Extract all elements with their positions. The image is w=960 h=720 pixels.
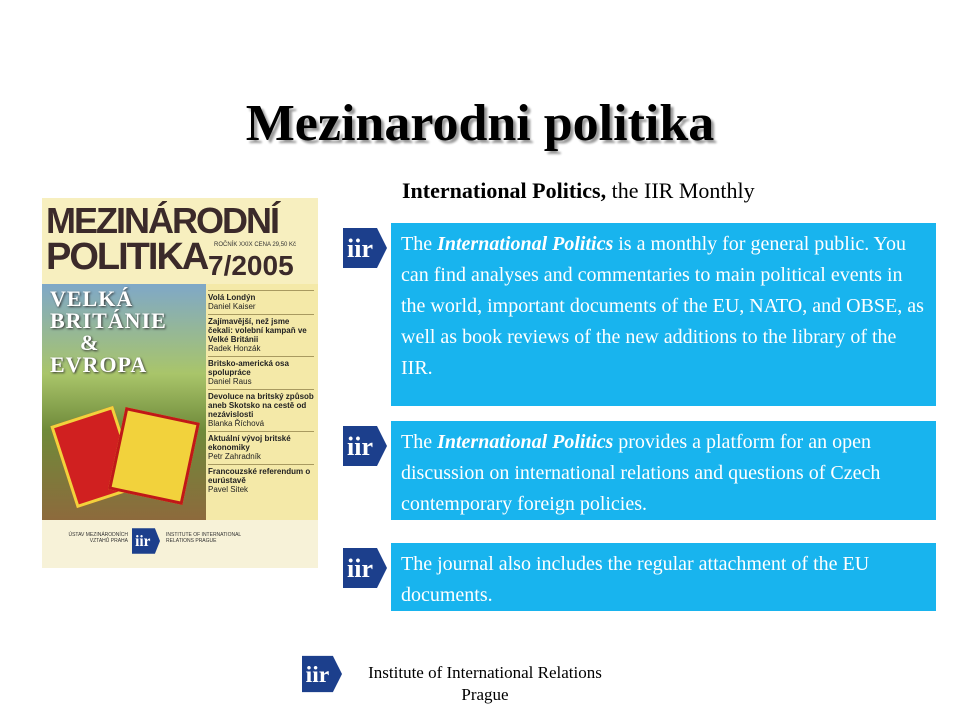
cover-headline-1: VELKÁ: [50, 286, 134, 311]
cover-table-of-contents: [208, 290, 314, 497]
svg-text:iir: iir: [347, 234, 373, 263]
cover-masthead-line2: POLITIKA: [46, 236, 208, 278]
info-box-platform: The International Politics provides a platform for an open discussion on international relations and questions of Czech contemporary foreign policies.: [391, 421, 936, 520]
svg-text:iir: iir: [347, 432, 373, 461]
subtitle-rest: the IIR Monthly: [606, 178, 755, 203]
cover-issue-number: 7/2005: [208, 250, 294, 281]
cover-footer: [42, 520, 318, 568]
toc-entry: Zajímavější, než jsme čekali: volební kampaň ve Velké Británii Radek Honzák: [208, 314, 314, 356]
cover-footer-left: ÚSTAV MEZINÁRODNÍCH VZTAHŮ PRAHA: [68, 532, 128, 544]
cover-masthead-line1: MEZINÁRODNÍ: [46, 200, 278, 241]
iir-logo-icon: [343, 228, 387, 268]
footer-line1: Institute of International Relations: [368, 663, 602, 682]
toc-entry: Volá Londýn Daniel Kaiser: [208, 290, 314, 314]
cover-headline-4: EVROPA: [50, 352, 148, 377]
svg-text:iir: iir: [347, 554, 373, 583]
iir-logo-icon: [343, 548, 387, 588]
slide-subtitle: [402, 178, 755, 204]
toc-entry: Aktuální vývoj britské ekonomiky Petr Zahradník: [208, 431, 314, 464]
cover-meta: ROČNÍK XXIX CENA 29,50 Kč: [214, 242, 297, 248]
subtitle-bold: International Politics,: [402, 178, 607, 203]
cover-photo: [42, 284, 206, 520]
cover-headline: [50, 288, 167, 376]
toc-entry: Francouzské referendum o eurústavě Pavel Sitek: [208, 464, 314, 497]
cover-footer-right: INSTITUTE OF INTERNATIONAL RELATIONS PRAGUE: [166, 532, 242, 544]
scottish-flag-image: [108, 407, 200, 505]
footer-institute: [335, 662, 635, 706]
cover-headline-2: BRITÁNIE: [50, 308, 167, 333]
info-box-attachment: The journal also includes the regular attachment of the EU documents.: [391, 543, 936, 611]
magazine-cover-image: [42, 198, 318, 568]
toc-entry: Devoluce na britský způsob aneb Skotsko na cestě od nezávislosti Blanka Říchová: [208, 389, 314, 431]
svg-text:iir: iir: [305, 662, 330, 689]
journal-name: International Politics: [437, 233, 614, 255]
slide-title: Mezinarodni politika: [245, 95, 715, 152]
cover-headline-3: &: [80, 330, 100, 355]
cover-masthead: [42, 198, 318, 284]
journal-name: International Politics: [437, 431, 614, 453]
footer-line2: Prague: [461, 685, 509, 704]
svg-text:iir: iir: [135, 533, 151, 551]
info-box-monthly: The International Politics is a monthly for general public. You can find analyses and commentaries to main political events in the world, important documents of the EU, NATO, and OBSE, as well as book reviews of the new additions to the library of the IIR.: [391, 223, 936, 406]
iir-logo-icon: [343, 426, 387, 466]
iir-logo-icon: [132, 528, 160, 554]
toc-entry: Britsko-americká osa spolupráce Daniel Raus: [208, 356, 314, 389]
